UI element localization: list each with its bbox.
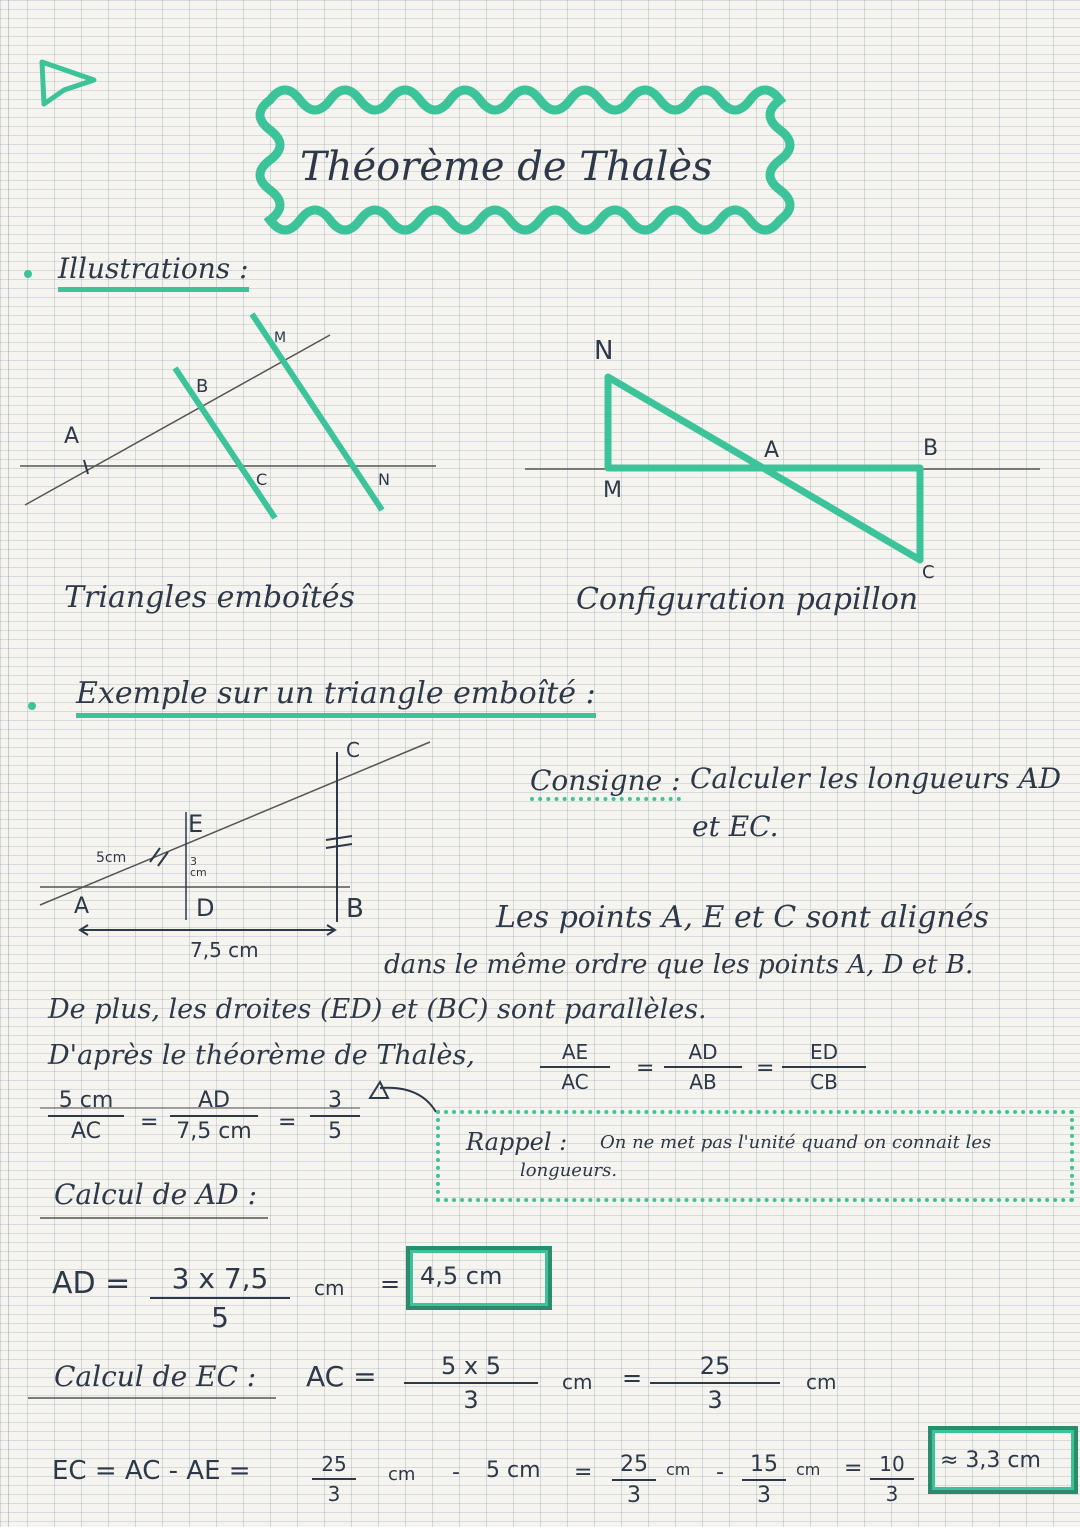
calcul-ad-heading: Calcul de AD : [54,1178,258,1211]
fig2-label-a: A [764,438,780,463]
text-line4: D'après le théorème de Thalès, [48,1040,475,1071]
fig3-label-b: B [346,894,364,924]
fig1-label-n: N [378,470,390,489]
figure-example [40,742,430,935]
fig2-label-m: M [603,478,622,503]
text-line2: dans le même ordre que les points A, D et B. [384,950,974,980]
value-ratio-2: AD 7,5 cm [170,1088,258,1144]
calcul-ec-unit: cm [562,1370,593,1394]
fig3-label-e: E [188,810,204,838]
fig3-label-a: A [74,894,90,919]
calcul-ec-eq: = [622,1364,643,1392]
final-unit-2: cm [666,1460,691,1479]
final-mid: 5 cm [486,1458,541,1483]
figure-nested-triangles [20,314,436,518]
final-result: ≈ 3,3 cm [940,1448,1041,1473]
rappel-label: Rappel : [466,1128,568,1156]
final-unit-1: cm [388,1464,416,1485]
value-eq-1: = [140,1110,159,1135]
text-line1: Les points A, E et C sont alignés [496,900,989,935]
warning-icon [370,1082,388,1098]
calcul-ad-unit: cm [314,1276,345,1300]
fig3-len-ed: 3 cm [190,855,207,879]
rappel-box [436,1110,1074,1202]
thales-ratio-2: AD AB [664,1040,742,1094]
consigne-label: Consigne : [530,764,681,801]
thales-eq-1: = [636,1056,655,1081]
bullet-icon [28,702,36,710]
final-unit-3: cm [796,1460,821,1479]
calcul-ad-lhs: AD = [52,1266,131,1301]
rappel-line1: On ne met pas l'unité quand on connait les [600,1132,992,1153]
final-fraction-3: 15 3 [742,1452,786,1508]
fig1-label-a: A [64,424,80,449]
calcul-ec-heading: Calcul de EC : [54,1360,257,1393]
value-ratio-3: 3 5 [310,1088,360,1144]
calcul-ec-unit-2: cm [806,1370,837,1394]
section-exemple: Exemple sur un triangle emboîté : [76,676,596,718]
text-line3: De plus, les droites (ED) et (BC) sont parallèles. [48,994,707,1025]
value-ratio-1: 5 cm AC [48,1088,124,1144]
rappel-arrow [380,1088,436,1112]
figure-butterfly [525,377,1040,560]
calcul-ad-eq: = [380,1270,401,1298]
calcul-ad-result: 4,5 cm [420,1262,503,1290]
calcul-ec-lhs: AC = [306,1360,377,1393]
final-minus-2: - [716,1460,724,1485]
final-eq-1: = [574,1460,593,1485]
fig2-label-n: N [594,336,614,366]
fig3-len-ae: 5cm [96,850,127,866]
value-eq-2: = [278,1110,297,1135]
section-illustrations: Illustrations : [58,252,249,292]
fig2-label-c: C [922,562,935,583]
thales-ratio-1: AE AC [540,1040,610,1094]
consigne-line2: et EC. [692,810,779,843]
final-fraction-4: 10 3 [870,1452,914,1506]
corner-logo-icon [42,62,94,104]
rappel-line2: longueurs. [520,1160,618,1181]
fig1-label-c: C [256,470,268,489]
fig1-caption: Triangles emboîtés [64,580,355,615]
bullet-icon [24,270,32,278]
thales-eq-2: = [756,1056,775,1081]
final-fraction-1: 25 3 [312,1452,356,1506]
calcul-ad-fraction: 3 x 7,5 5 [150,1262,290,1334]
consigne-line1: Calculer les longueurs AD [690,762,1062,795]
fig1-label-m: M [274,330,287,346]
fig3-label-d: D [196,894,215,922]
fig2-label-b: B [923,436,939,461]
thales-ratio-3: ED CB [782,1040,866,1094]
fig3-len-ab: 7,5 cm [190,938,259,962]
final-eq-2: = [844,1456,863,1481]
page-title: Théorème de Thalès [300,144,713,190]
fig3-label-c: C [346,738,360,762]
fig2-caption: Configuration papillon [576,582,919,617]
calcul-ec-fraction: 5 x 5 3 [404,1352,538,1414]
calcul-ec-fraction-2: 25 3 [650,1352,780,1414]
final-minus-1: - [452,1460,460,1485]
fig1-label-b: B [196,376,209,397]
final-lhs: EC = AC - AE = [52,1456,251,1486]
final-fraction-2: 25 3 [612,1452,656,1508]
